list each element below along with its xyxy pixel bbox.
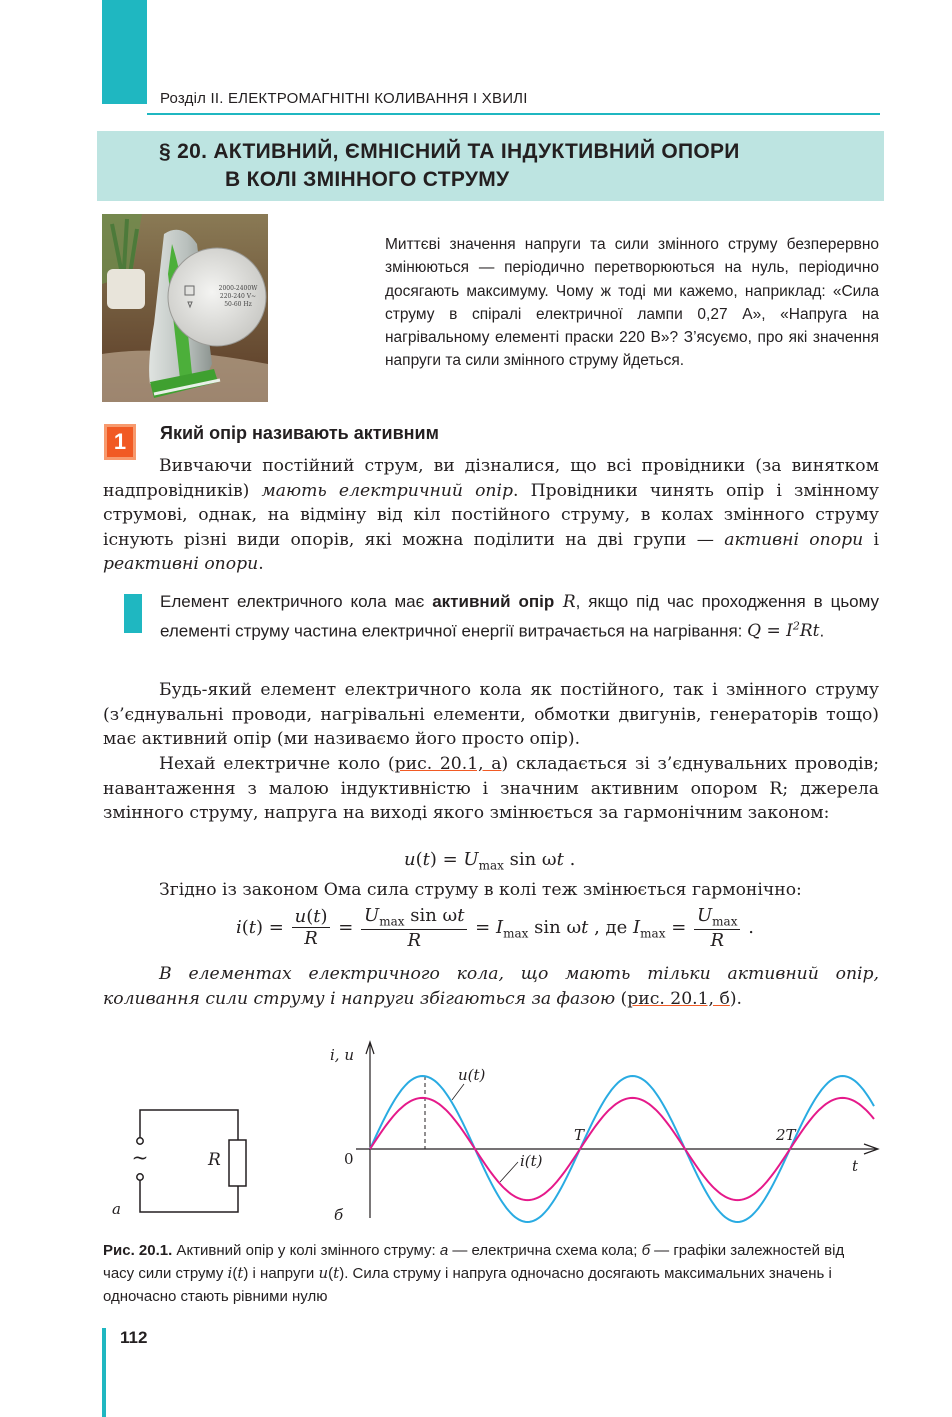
photo-label-1: 2000-2400W: [218, 285, 258, 292]
paragraph-5: В елементах електричного кола, що мають тільки активний опір, коливання сили струму і напруги збігаються за фазою (рис. 20.1, б).: [103, 964, 879, 1009]
section-title-band: [97, 131, 884, 201]
section-number-badge: 1: [104, 424, 136, 460]
tick-2T-label: 2T: [776, 1126, 796, 1144]
photo-label-3: 50-60 Hz: [224, 301, 252, 308]
paragraph-3: Нехай електричне коло (рис. 20.1, а) складається зі з’єднувальних проводів; навантаження з малою індуктивністю і значним активним опором R; джерела змінного струму, напруга на виході якого змінюється за гармонічним законом:: [103, 754, 879, 823]
figure-ref-b[interactable]: рис. 20.1, б: [627, 988, 730, 1009]
iron-photo: [102, 214, 268, 402]
waveform-graph: [322, 1036, 882, 1226]
definition-marker: [124, 594, 142, 633]
subfigure-a-label: а: [112, 1200, 121, 1218]
paragraph-1: Вивчаючи постійний струм, ви дізналися, що всі провідники (за винятком надпровідників) мають електричний опір. Провідники чинять опір і змінному струмові, однак, на відміну від кіл постійного струму, в колах змінного струму існують різні види опорів, які можна поділити на дві групи — активні опори і реактивні опори.: [103, 456, 880, 574]
circuit-diagram: [100, 1090, 260, 1230]
page-number: 112: [120, 1328, 148, 1347]
paragraph-2: Будь-який елемент електричного кола як постійного, так і змінного струму (з’єднувальні проводи, нагрівальні елементи, обмотки двигунів, генераторів тощо) має активний опір (ми називаємо його просто опір).: [103, 680, 879, 749]
i-curve-label: i(t): [520, 1152, 543, 1170]
equation-voltage: $u(t) = U_{max}$ sin ωt .: [404, 849, 576, 873]
figure-ref-a[interactable]: рис. 20.1, а: [394, 754, 502, 774]
ac-source-symbol: ~: [131, 1145, 149, 1169]
section-title-line2: В КОЛІ ЗМІННОГО СТРУМУ: [225, 168, 510, 191]
figure-caption: Рис. 20.1. Активний опір у колі змінного струму: а — електрична схема кола; б — графіки залежностей від часу сили струму i(t) і напруги u(t). Сила струму і напруга одночасно досягають максимальних значень і одночасно стають рівними нулю: [103, 1242, 845, 1305]
photo-label-2: 220-240 V~: [219, 293, 257, 300]
chapter-header: Розділ II. ЕЛЕКТРОМАГНІТНІ КОЛИВАННЯ І ХВИЛІ: [160, 90, 528, 107]
paragraph-4: Згідно із законом Ома сила струму в колі теж змінюється гармонічно:: [159, 880, 802, 900]
header-rule: [147, 113, 880, 115]
origin-label: 0: [344, 1150, 354, 1168]
y-axis-label: i, u: [330, 1046, 354, 1064]
tick-T-label: T: [574, 1126, 585, 1144]
chapter-tab-accent: [102, 0, 147, 104]
section-title-line1: § 20. АКТИВНИЙ, ЄМНІСНИЙ ТА ІНДУКТИВНИЙ ОПОРИ: [159, 140, 740, 163]
definition-block: Елемент електричного кола має активний опір R, якщо під час проходження в цьому елементі струму частина електричної енергії витрачається на нагрівання: $Q = I^2Rt$.: [160, 592, 880, 642]
subfigure-b-label: б: [334, 1206, 344, 1224]
x-axis-label: t: [852, 1157, 859, 1175]
equation-current: i(t) = $\frac{u(t)}{R}$ = $\frac{U_{max} \sin \omega t}{R}$ = $I_{max}$ sin ωt , де $I_{max}$ = $\frac{U_{max}}{R}$ .: [236, 905, 754, 951]
u-curve-label: u(t): [458, 1066, 486, 1084]
intro-paragraph: Миттєві значення напруги та сили змінного струму безперервно змінюються — періодично перетворюються на нуль, періодично досягають максимуму. Чому ж тоді ми кажемо, наприклад: «Сила струму в спіралі електричної лампи 0,27 А», «Напруга на нагрівальному елементі праски 220 В»? З’ясуємо, про які значення напруги та сили змінного струму йдеться.: [385, 236, 879, 370]
page-margin-rule: [102, 1328, 106, 1417]
resistor-symbol: [229, 1140, 246, 1186]
resistor-label: R: [208, 1150, 221, 1170]
subsection-title: Який опір називають активним: [160, 423, 439, 443]
